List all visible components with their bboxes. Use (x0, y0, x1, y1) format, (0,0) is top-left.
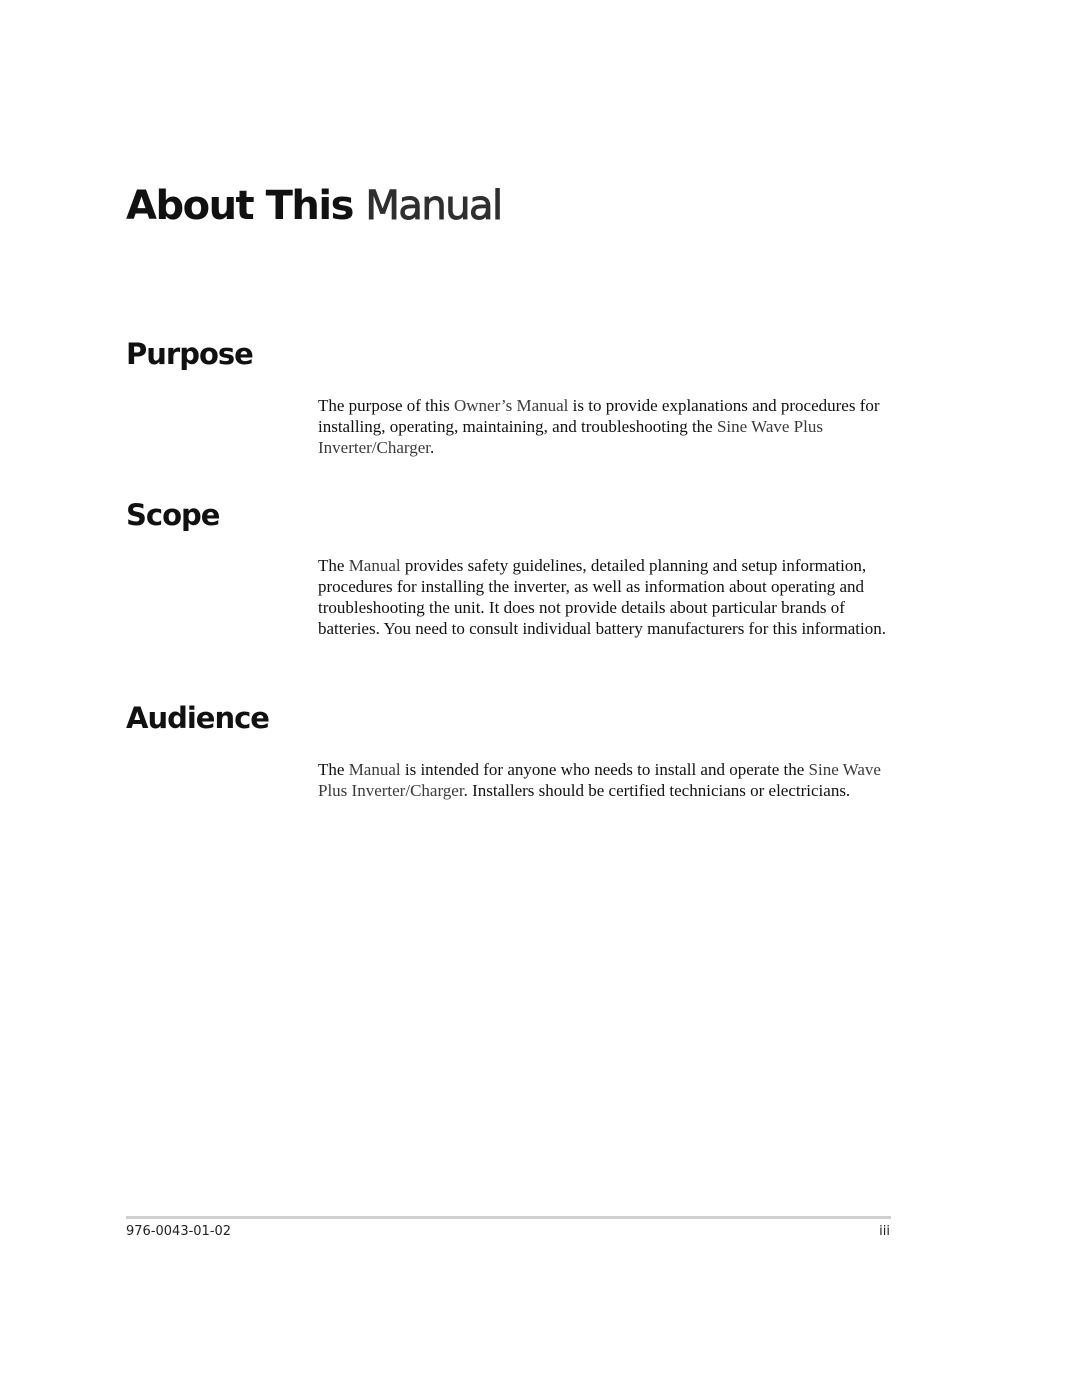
page-title (126, 176, 502, 236)
purpose-text-3: . (430, 438, 435, 457)
section-body-audience (318, 759, 893, 801)
purpose-ref-product: Sine Wave Plus Inverter/Charger (318, 417, 823, 457)
section-heading-scope: Scope (126, 498, 220, 532)
footer-divider (126, 1216, 891, 1219)
page-title-accent: Manual (365, 183, 502, 229)
section-heading-purpose: Purpose (126, 337, 253, 371)
scope-text-1: The (318, 556, 349, 575)
audience-ref-manual: Manual (348, 760, 401, 779)
audience-ref-product: Sine Wave Plus Inverter/Charger (318, 760, 881, 800)
audience-text-3: . Installers should be certified technicians or electricians. (463, 781, 851, 800)
purpose-ref-manual: Owner’s Manual (453, 396, 569, 415)
scope-text-2: provides safety guidelines, detailed planning and setup information, procedures for installing the inverter, as well as information about operating and troubleshooting the unit. It does not provide details about particular brands of batteries. You need to consult individual battery manufacturers for this information. (318, 556, 886, 638)
audience-text-1: The (318, 760, 349, 779)
page-title-main: About This (126, 183, 353, 229)
section-body-purpose (318, 395, 893, 458)
footer-document-number: 976-0043-01-02 (126, 1224, 232, 1239)
purpose-text-1: The purpose of this (318, 396, 454, 415)
purpose-text-2: is to provide explanations and procedures for installing, operating, maintaining, and troubleshooting the (318, 396, 880, 436)
audience-text-2: is intended for anyone who needs to install and operate the (400, 760, 809, 779)
footer-page-number: iii (879, 1224, 890, 1239)
section-body-scope (318, 555, 893, 639)
scope-ref-manual: Manual (348, 556, 401, 575)
section-heading-audience: Audience (126, 701, 269, 735)
